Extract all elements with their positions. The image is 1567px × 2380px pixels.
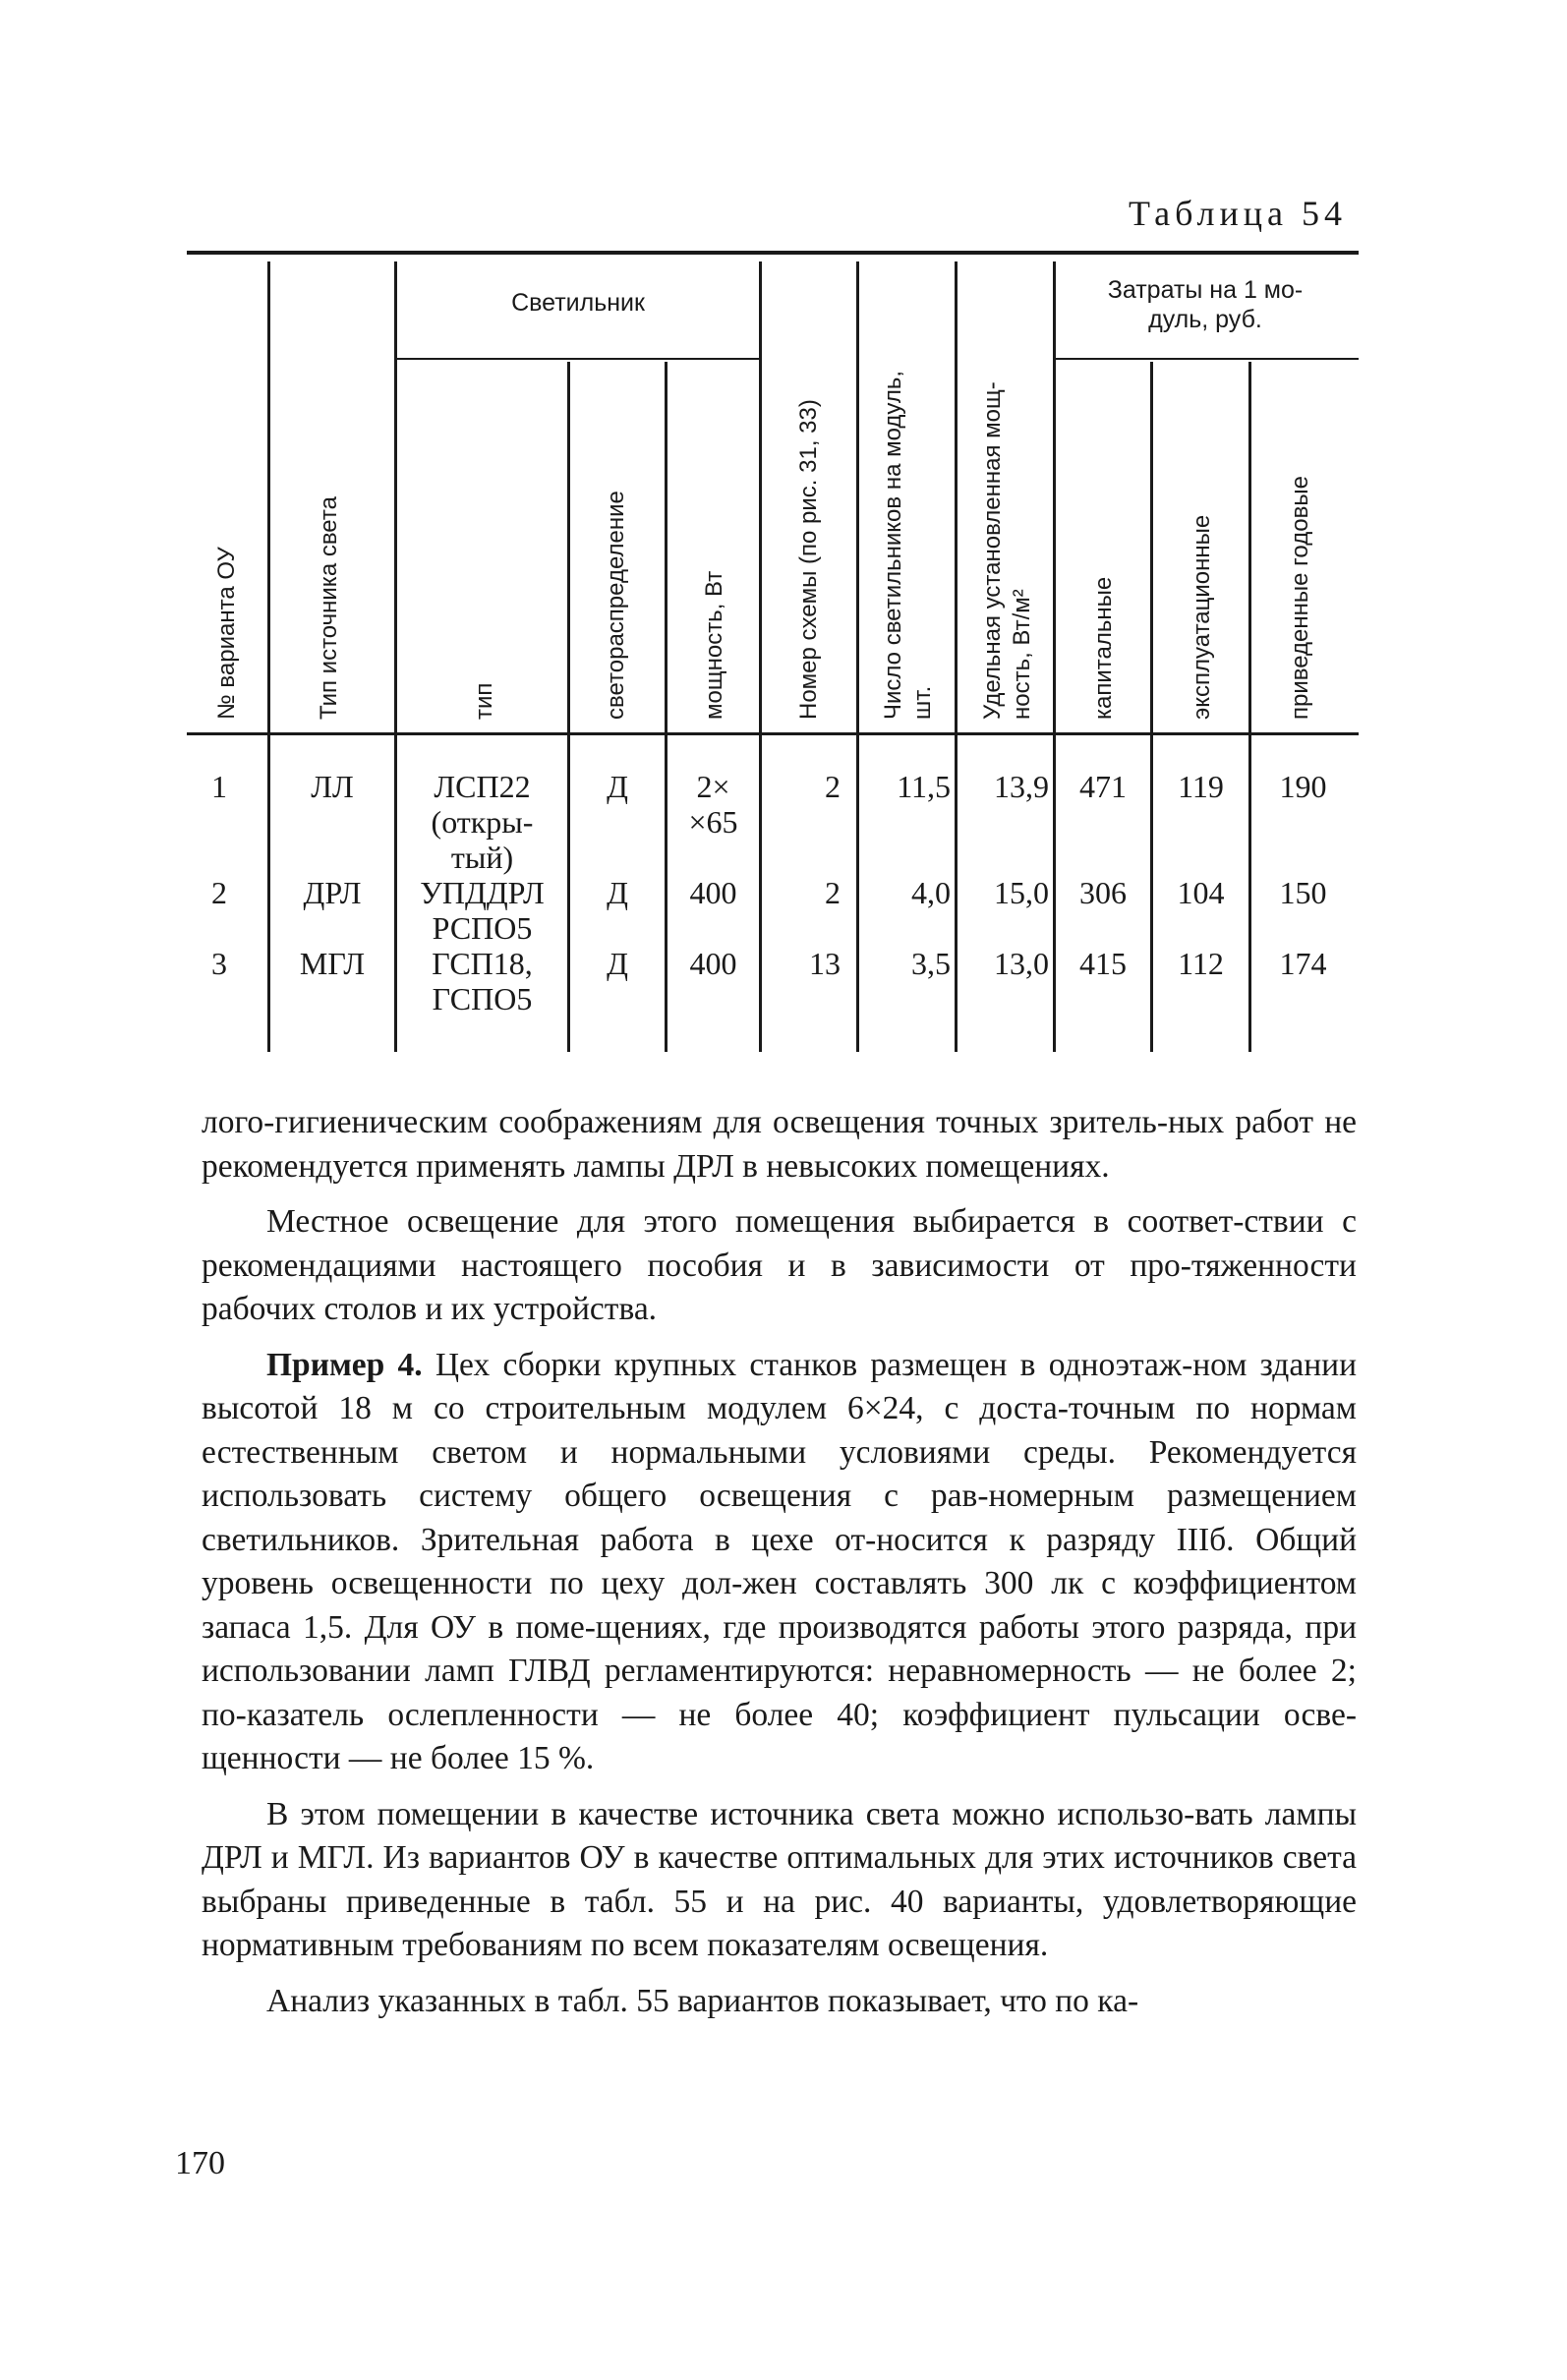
table-cell: Д xyxy=(607,946,628,981)
table-cell: 174 xyxy=(1279,946,1327,981)
header-operating-costs: эксплуатационные xyxy=(1189,514,1215,720)
header-luminaire-type: тип xyxy=(471,682,497,720)
table-cell: 15,0 xyxy=(994,875,1049,910)
page-number: 170 xyxy=(175,2145,225,2181)
table-cell: 2 xyxy=(211,875,227,910)
header-group-costs: Затраты на 1 мо- дуль, руб. xyxy=(1107,276,1304,333)
header-distribution: светораспределение xyxy=(603,491,629,720)
table-cell: ДРЛ xyxy=(303,875,362,910)
table-cell: Д xyxy=(607,875,628,910)
table-cell: 471 xyxy=(1079,769,1127,804)
paragraph: В этом помещении в качестве источника света можно использо-вать лампы ДРЛ и МГЛ. Из вариантов ОУ в качестве оптимальных для этих источников света выбраны приведенные в табл. 55 и на рис. 40 варианты, удовлетворяющие нормативным требованиям по всем показателям освещения. xyxy=(202,1795,1357,1963)
table-cell: Д xyxy=(607,769,628,804)
table-cell: 4,0 xyxy=(911,875,951,910)
table-cell: 13,0 xyxy=(994,946,1049,981)
table-cell: 2 xyxy=(825,769,841,804)
header-scheme-number: Номер схемы (по рис. 31, 33) xyxy=(795,399,822,720)
header-variant: № варианта ОУ xyxy=(213,547,240,720)
example-text: Цех сборки крупных станков размещен в одноэтаж-ном здании высотой 18 м со строительным модулем 6×24, с доста-точным по нормам естественным светом и нормальными условиями среды. Рекомендуется использовать систему общего освещения с рав-номерным размещением светильников. Зрительная работа в цехе от-носится к разряду IIIб. Общий уровень освещенности по цеху дол-жен составлять 300 лк с коэффициентом запаса 1,5. Для ОУ в поме-щениях, где производятся работы этого разряда, при использовании ламп ГЛВД регламентируются: неравномерность — не более 2; по-казатель ослепленности — не более 40; коэффициент пульсации осве-щенности — не более 15 %. xyxy=(202,1346,1357,1776)
header-specific-line2: ность, Вт/м² xyxy=(1009,589,1035,720)
table-cell: МГЛ xyxy=(299,946,366,981)
header-specific-line1: Удельная установленная мощ- xyxy=(979,381,1006,720)
subheader-rule-costs xyxy=(1055,358,1359,360)
table-cell: 112 xyxy=(1178,946,1224,981)
column-divider xyxy=(856,261,859,1052)
header-power: мощность, Вт xyxy=(701,570,727,720)
header-annual-costs: приведенные годовые xyxy=(1287,476,1313,720)
paragraph: Местное освещение для этого помещения выбирается в соответ-ствии с рекомендациями настоящего пособия и в зависимости от про-тяженности рабочих столов и их устройства. xyxy=(202,1203,1357,1327)
table-cell: 13 xyxy=(809,946,841,981)
paragraph: Анализ указанных в табл. 55 вариантов показывает, что по ка- xyxy=(266,1982,1139,2019)
header-group-luminaire: Светильник xyxy=(511,289,645,317)
table-top-rule xyxy=(187,251,1359,255)
table-cell: 2× ×65 xyxy=(688,769,738,840)
table-cell: 3,5 xyxy=(911,946,951,981)
table-cell: 11,5 xyxy=(897,769,951,804)
table-cell: 3 xyxy=(211,946,227,981)
table-cell: 119 xyxy=(1178,769,1224,804)
example-heading: Пример 4. xyxy=(266,1346,423,1383)
column-divider xyxy=(759,261,762,1052)
header-count-line2: шт. xyxy=(909,685,936,720)
column-divider xyxy=(267,261,270,1052)
table-cell: 104 xyxy=(1177,875,1225,910)
paragraph-example xyxy=(202,1344,1357,1781)
table-cell: 306 xyxy=(1079,875,1127,910)
table-cell: 400 xyxy=(689,875,737,910)
table-cell: 415 xyxy=(1079,946,1127,981)
table-cell: ЛСП22 (откры- тый) xyxy=(431,769,534,875)
table-cell: 150 xyxy=(1279,875,1327,910)
table-cell: ГСП18, ГСПО5 xyxy=(432,946,533,1016)
table-cell: ЛЛ xyxy=(311,769,354,804)
header-source-type: Тип источника света xyxy=(316,496,342,720)
header-bottom-rule xyxy=(187,732,1359,735)
body-text xyxy=(202,1101,1357,2035)
table-cell: 13,9 xyxy=(994,769,1049,804)
table-cell: 2 xyxy=(825,875,841,910)
header-count-line1: Число светильников на модуль, xyxy=(880,370,906,720)
header-capital-costs: капитальные xyxy=(1090,576,1117,720)
column-divider xyxy=(955,261,958,1052)
table-cell: 400 xyxy=(689,946,737,981)
subheader-rule-luminaire xyxy=(396,358,759,360)
table-cell: 1 xyxy=(211,769,227,804)
table-cell: УПДДРЛ РСПО5 xyxy=(420,875,545,946)
paragraph: лого-гигиеническим соображениям для освещения точных зритель-ных работ не рекомендуется применять лампы ДРЛ в невысоких помещениях. xyxy=(202,1104,1357,1185)
table-cell: 190 xyxy=(1279,769,1327,804)
column-divider xyxy=(1053,261,1056,1052)
table-caption: Таблица 54 xyxy=(1129,194,1347,233)
